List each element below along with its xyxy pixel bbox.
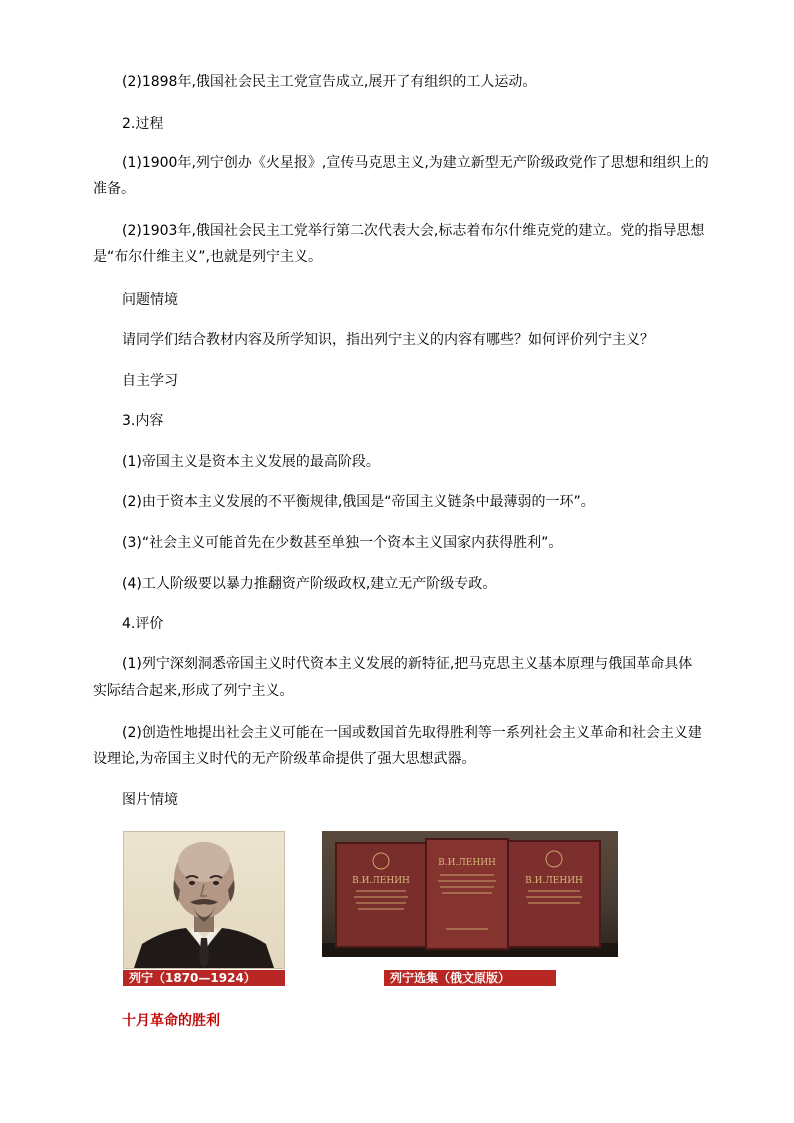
- heading-picture: 图片情境: [122, 792, 178, 808]
- heading-evaluation: 4.评价: [122, 616, 164, 632]
- paragraph-content-1: (1)帝国主义是资本主义发展的最高阶段。: [122, 454, 380, 470]
- paragraph-eval-1-line2: 实际结合起来,形成了列宁主义。: [93, 683, 294, 699]
- books-caption: 列宁选集（俄文原版）: [384, 970, 556, 986]
- heading-october-revolution: 十月革命的胜利: [122, 1013, 220, 1029]
- heading-problem: 问题情境: [122, 292, 178, 308]
- portrait-caption: 列宁（1870—1924）: [123, 970, 285, 986]
- paragraph-1900-line1: (1)1900年,列宁创办《火星报》,宣传马克思主义,为建立新型无产阶级政党作了思想和组织上的: [122, 155, 709, 171]
- paragraph-eval-2-line1: (2)创造性地提出社会主义可能在一国或数国首先取得胜利等一系列社会主义革命和社会主义建: [122, 725, 702, 741]
- paragraph-question: 请同学们结合教材内容及所学知识，指出列宁主义的内容有哪些？如何评价列宁主义？: [122, 332, 654, 348]
- paragraph-eval-2-line2: 设理论,为帝国主义时代的无产阶级革命提供了强大思想武器。: [93, 751, 476, 767]
- paragraph-1900-line2: 准备。: [93, 181, 135, 197]
- heading-content: 3.内容: [122, 413, 164, 429]
- paragraph-1898: (2)1898年,俄国社会民主工党宣告成立,展开了有组织的工人运动。: [122, 74, 537, 90]
- paragraph-content-2: (2)由于资本主义发展的不平衡规律,俄国是“帝国主义链条中最薄弱的一环”。: [122, 494, 595, 510]
- paragraph-1903-line1: (2)1903年,俄国社会民主工党举行第二次代表大会,标志着布尔什维克党的建立。党的指导思想: [122, 223, 705, 239]
- lenin-collected-works-image: [322, 831, 618, 957]
- books-illustration: [322, 831, 618, 957]
- heading-process: 2.过程: [122, 116, 164, 132]
- lenin-portrait-image: [123, 831, 285, 969]
- book-3-spine-text: В.И.ЛЕНИН: [525, 876, 583, 886]
- book-1-spine-text: В.И.ЛЕНИН: [352, 876, 410, 886]
- paragraph-eval-1-line1: (1)列宁深刻洞悉帝国主义时代资本主义发展的新特征,把马克思主义基本原理与俄国革命具体: [122, 656, 693, 672]
- paragraph-content-3: (3)“社会主义可能首先在少数甚至单独一个资本主义国家内获得胜利”。: [122, 535, 563, 551]
- paragraph-1903-line2: 是“布尔什维主义”,也就是列宁主义。: [93, 249, 322, 265]
- paragraph-content-4: (4)工人阶级要以暴力推翻资产阶级政权,建立无产阶级专政。: [122, 576, 497, 592]
- heading-self-study: 自主学习: [122, 373, 178, 389]
- book-2-spine-text: В.И.ЛЕНИН: [438, 858, 496, 868]
- portrait-illustration: [124, 832, 284, 968]
